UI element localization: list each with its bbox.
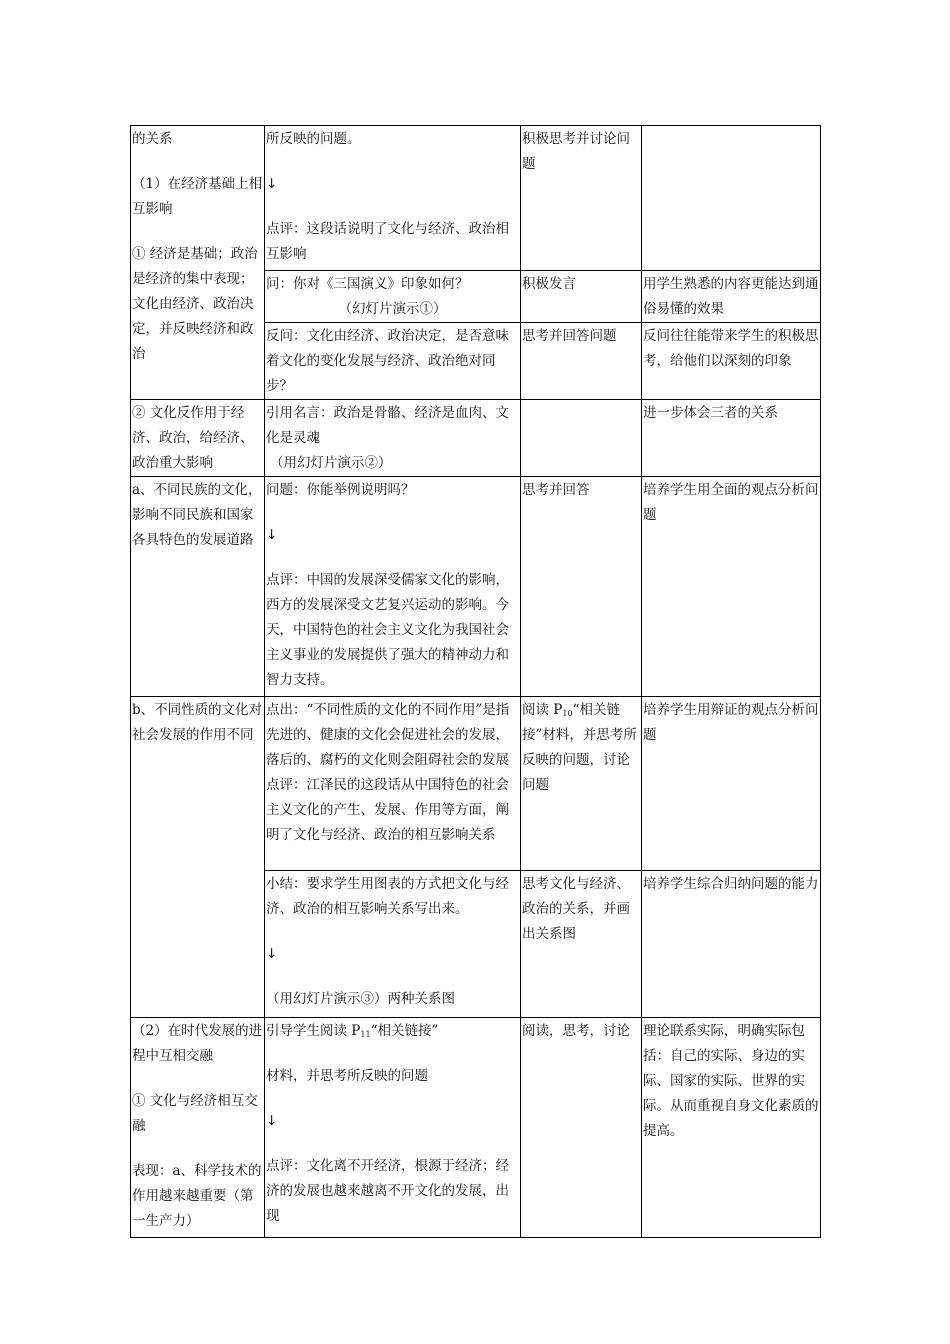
cell-text: （1）在经济基础上相互影响 <box>132 176 263 217</box>
teacher-activity-cell <box>265 323 521 400</box>
cell-text: 点评：江泽民的这段话从中国特色的社会主义文化的产生、发展、作用等方面，阐明了文化与经济、政治的相互影响关系 <box>266 777 509 843</box>
student-activity-cell <box>521 400 642 477</box>
cell-text <box>522 698 640 798</box>
cell-text <box>266 1019 519 1044</box>
teacher-activity-cell <box>265 477 521 697</box>
design-intent-cell <box>642 697 821 871</box>
spacer <box>266 1044 519 1064</box>
page-number-subscript: 10 <box>562 709 573 718</box>
design-intent-cell <box>642 871 821 1018</box>
cell-text: ① 文化与经济相互交融 <box>132 1093 258 1134</box>
student-activity-cell <box>521 871 642 1018</box>
design-intent-cell <box>642 477 821 697</box>
table-row <box>131 477 821 697</box>
cell-text: 培养学生用全面的观点分析问题 <box>643 482 819 523</box>
cell-text: （2）在时代发展的进程中互相交融 <box>132 1023 263 1064</box>
table-row <box>131 697 821 871</box>
down-arrow-icon: ↓ <box>266 946 278 962</box>
cell-text: 点评：这段话说明了文化与经济、政治相互影响 <box>266 221 509 262</box>
spacer <box>132 222 263 242</box>
table-row <box>131 400 821 477</box>
table-row <box>131 1018 821 1238</box>
spacer <box>132 1069 263 1089</box>
content-cell <box>131 477 265 697</box>
spacer <box>266 197 519 217</box>
student-activity-cell <box>521 697 642 871</box>
cell-text: 引用名言：政治是骨骼、经济是血肉、文化是灵魂 <box>266 405 509 446</box>
cell-text: 理论联系实际，明确实际包括：自己的实际、身边的实际、国家的实际、世界的实际。从而重视自身文化素质的提高。 <box>643 1023 819 1139</box>
cell-text: （幻灯片演示①） <box>338 301 447 317</box>
design-intent-cell <box>642 126 821 271</box>
teacher-activity-cell <box>265 400 521 477</box>
cell-text: 所反映的问题。 <box>266 131 361 147</box>
student-activity-cell <box>521 1018 642 1238</box>
cell-text: 问题：你能举例说明吗？ <box>266 482 415 498</box>
content-cell <box>131 1018 265 1238</box>
cell-text: 用学生熟悉的内容更能达到通俗易懂的效果 <box>643 276 819 317</box>
down-arrow-icon: ↓ <box>266 1113 278 1129</box>
lesson-plan-table <box>130 125 821 1238</box>
spacer <box>266 548 519 568</box>
spacer <box>132 1139 263 1159</box>
cell-text: 表现：a、科学技术的作用越来越重要（第一生产力） <box>132 1163 262 1229</box>
cell-text: b、不同性质的文化对社会发展的作用不同 <box>132 702 263 743</box>
design-intent-cell <box>642 323 821 400</box>
cell-text: 的关系 <box>132 131 173 147</box>
cell-text: 思考文化与经济、政治的关系，并画出关系图 <box>522 876 630 942</box>
spacer <box>266 1134 519 1154</box>
text-fragment: “相关链接” <box>370 1023 439 1039</box>
cell-text: 反问往往能带来学生的积极思考，给他们以深刻的印象 <box>643 328 819 369</box>
cell-text: 小结：要求学生用图表的方式把文化与经济、政治的相互影响关系写出来。 <box>266 876 509 917</box>
teacher-activity-cell <box>265 271 521 323</box>
teacher-activity-cell <box>265 697 521 871</box>
cell-text: 点评：中国的发展深受儒家文化的影响，西方的发展深受文艺复兴运动的影响。今天，中国特色的社会主义文化为我国社会主义事业的发展提供了强大的精神动力和智力支持。 <box>266 572 509 688</box>
teacher-activity-cell <box>265 871 521 1018</box>
cell-text: ② 文化反作用于经济、政治，给经济、政治重大影响 <box>132 405 254 471</box>
content-cell <box>131 697 265 1018</box>
cell-text: 进一步体会三者的关系 <box>643 405 778 421</box>
spacer <box>132 152 263 172</box>
cell-text: 阅读，思考，讨论 <box>522 1023 630 1039</box>
cell-text: 点出：“不同性质的文化的不同作用”是指先进的、健康的文化会促进社会的发展，落后的、腐朽的文化则会阻碍社会的发展 <box>266 702 510 768</box>
spacer <box>266 967 519 987</box>
cell-text: 点评：文化离不开经济，根源于经济；经济的发展也越来越离不开文化的发展，出现 <box>266 1158 509 1224</box>
text-fragment: 引导学生阅读 P <box>266 1023 361 1039</box>
page-number-subscript: 11 <box>360 1030 371 1039</box>
cell-text: （用幻灯片演示②） <box>270 455 392 471</box>
spacer <box>266 503 519 523</box>
content-cell <box>131 126 265 400</box>
cell-text: 积极发言 <box>522 276 576 292</box>
cell-text: 积极思考并讨论问题 <box>522 131 630 172</box>
text-fragment: 阅读 P <box>522 702 563 718</box>
cell-text: 问：你对《三国演义》印象如何？ <box>266 276 469 292</box>
teacher-activity-cell <box>265 1018 521 1238</box>
spacer <box>266 1089 519 1109</box>
cell-text: 培养学生用辩证的观点分析问题 <box>643 702 819 743</box>
student-activity-cell <box>521 126 642 271</box>
cell-text: 材料，并思考所反映的问题 <box>266 1068 428 1084</box>
cell-text: 思考并回答 <box>522 482 590 498</box>
student-activity-cell <box>521 477 642 697</box>
design-intent-cell <box>642 1018 821 1238</box>
spacer <box>266 922 519 942</box>
down-arrow-icon: ↓ <box>266 176 278 192</box>
table-row <box>131 126 821 271</box>
down-arrow-icon: ↓ <box>266 527 278 543</box>
cell-text: 培养学生综合归纳问题的能力 <box>643 876 819 892</box>
design-intent-cell <box>642 271 821 323</box>
cell-text: 反问：文化由经济、政治决定，是否意味着文化的变化发展与经济、政治绝对同步？ <box>266 328 509 394</box>
cell-text: 思考并回答问题 <box>522 328 617 344</box>
content-cell <box>131 400 265 477</box>
student-activity-cell <box>521 323 642 400</box>
cell-text: a、不同民族的文化，影响不同民族和国家各具特色的发展道路 <box>132 482 262 548</box>
cell-text: ① 经济是基础；政治是经济的集中表现；文化由经济、政治决定，并反映经济和政治 <box>132 246 258 362</box>
design-intent-cell <box>642 400 821 477</box>
student-activity-cell <box>521 271 642 323</box>
text-fragment: “相关链接”材料，并思考所反映的问题，讨论问题 <box>522 702 637 793</box>
teacher-activity-cell <box>265 126 521 271</box>
cell-text: （用幻灯片演示③）两种关系图 <box>266 991 455 1007</box>
spacer <box>266 152 519 172</box>
